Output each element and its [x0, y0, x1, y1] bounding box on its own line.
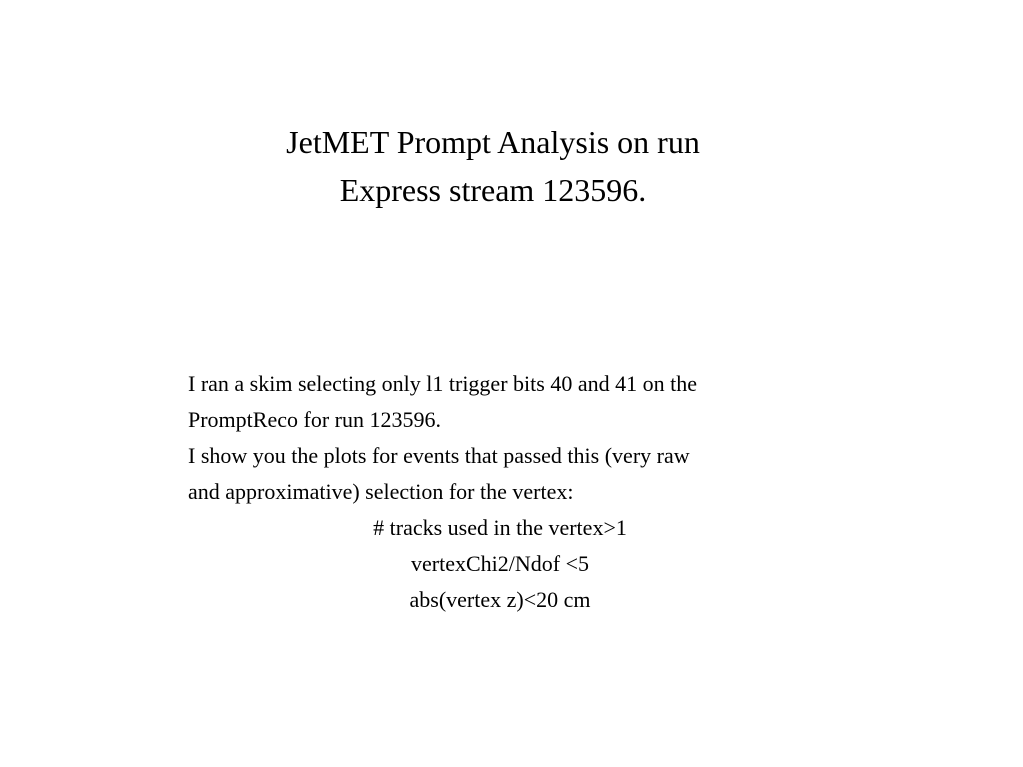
criterion-vertex-z: abs(vertex z)<20 cm: [409, 587, 591, 612]
body-paragraph: [188, 366, 828, 510]
title-line-2: Express stream 123596.: [339, 172, 647, 208]
criterion-chi2: vertexChi2/Ndof <5: [411, 551, 589, 576]
paragraph-line: I ran a skim selecting only l1 trigger bits 40 and 41 on the: [188, 371, 697, 396]
criterion-tracks: # tracks used in the vertex>1: [373, 515, 627, 540]
paragraph-line: I show you the plots for events that passed this (very raw: [188, 443, 690, 468]
title-line-1: JetMET Prompt Analysis on run: [286, 124, 700, 160]
slide-title: [0, 118, 986, 214]
paragraph-line: and approximative) selection for the vertex:: [188, 479, 574, 504]
paragraph-line: PromptReco for run 123596.: [188, 407, 441, 432]
selection-criteria: [188, 510, 812, 618]
